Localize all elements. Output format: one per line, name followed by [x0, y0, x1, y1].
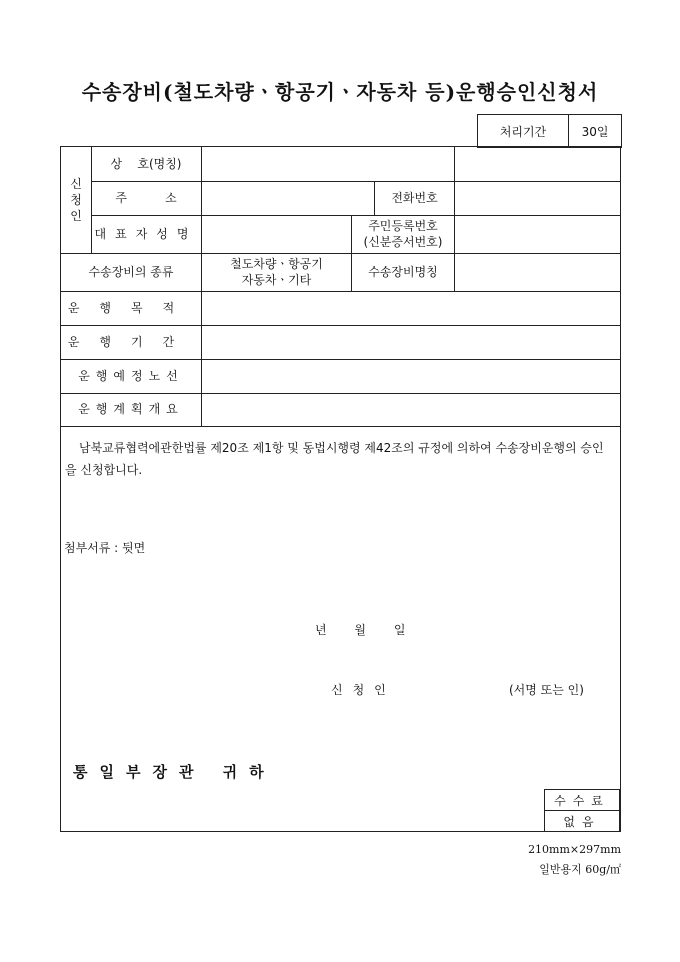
signature-note: (서명 또는 인) [509, 683, 584, 697]
equipment-name-field[interactable] [455, 253, 620, 291]
route-field[interactable] [202, 359, 620, 393]
addressee: 통일부장관 귀하 [73, 763, 276, 781]
equipment-type-options[interactable]: 철도차량ㆍ항공기 자동차ㆍ기타 [230, 256, 323, 287]
processing-period-value: 30일 [569, 115, 622, 148]
fee-value: 없음 [545, 811, 620, 832]
applicant-group-label: 신 청 인 [70, 176, 82, 224]
route-label: 운행예정노선 [78, 368, 184, 383]
plan-label: 운행계획개요 [78, 402, 184, 417]
company-extra-field[interactable] [455, 147, 620, 181]
form-title: 수송장비(철도차량ㆍ항공기ㆍ자동차 등)운행승인신청서 [81, 80, 599, 104]
address-field[interactable] [202, 181, 374, 215]
company-name-field[interactable] [202, 147, 454, 181]
period-field[interactable] [202, 325, 620, 359]
processing-period-box [477, 114, 622, 148]
date-line: 년 월 일 [315, 623, 406, 637]
purpose-label: 운행목적 [67, 300, 195, 315]
representative-label: 대표자성명 [94, 226, 198, 241]
application-statement: 남북교류협력에관한법률 제20조 제1항 및 동법시행령 제42조의 규정에 의하여 수송장비운행의 승인을 신청합니다. [65, 441, 604, 477]
equipment-type-label: 수송장비의 종류 [88, 264, 174, 279]
equipment-name-label: 수송장비명칭 [368, 264, 438, 279]
paper-size: 210mm×297mm [528, 843, 621, 856]
resident-number-field[interactable] [455, 215, 620, 253]
phone-field[interactable] [455, 181, 620, 215]
processing-period-label: 처리기간 [478, 115, 569, 148]
phone-label: 전화번호 [391, 190, 438, 205]
company-name-label: 상 호(명칭) [110, 156, 182, 171]
representative-field[interactable] [202, 215, 351, 253]
purpose-field[interactable] [202, 291, 620, 325]
application-form [60, 146, 621, 832]
fee-label: 수수료 [545, 790, 620, 811]
address-label: 주 소 [115, 190, 177, 205]
attachments-note: 첨부서류 : 뒷면 [64, 541, 146, 555]
period-label: 운행기간 [67, 334, 195, 349]
fee-box [544, 789, 620, 831]
resident-number-label: 주민등록번호 (신분증서번호) [363, 218, 443, 249]
paper-type: 일반용지 60g/㎡ [539, 863, 621, 876]
applicant-line: 신청인 [331, 683, 396, 697]
plan-field[interactable] [202, 393, 620, 426]
